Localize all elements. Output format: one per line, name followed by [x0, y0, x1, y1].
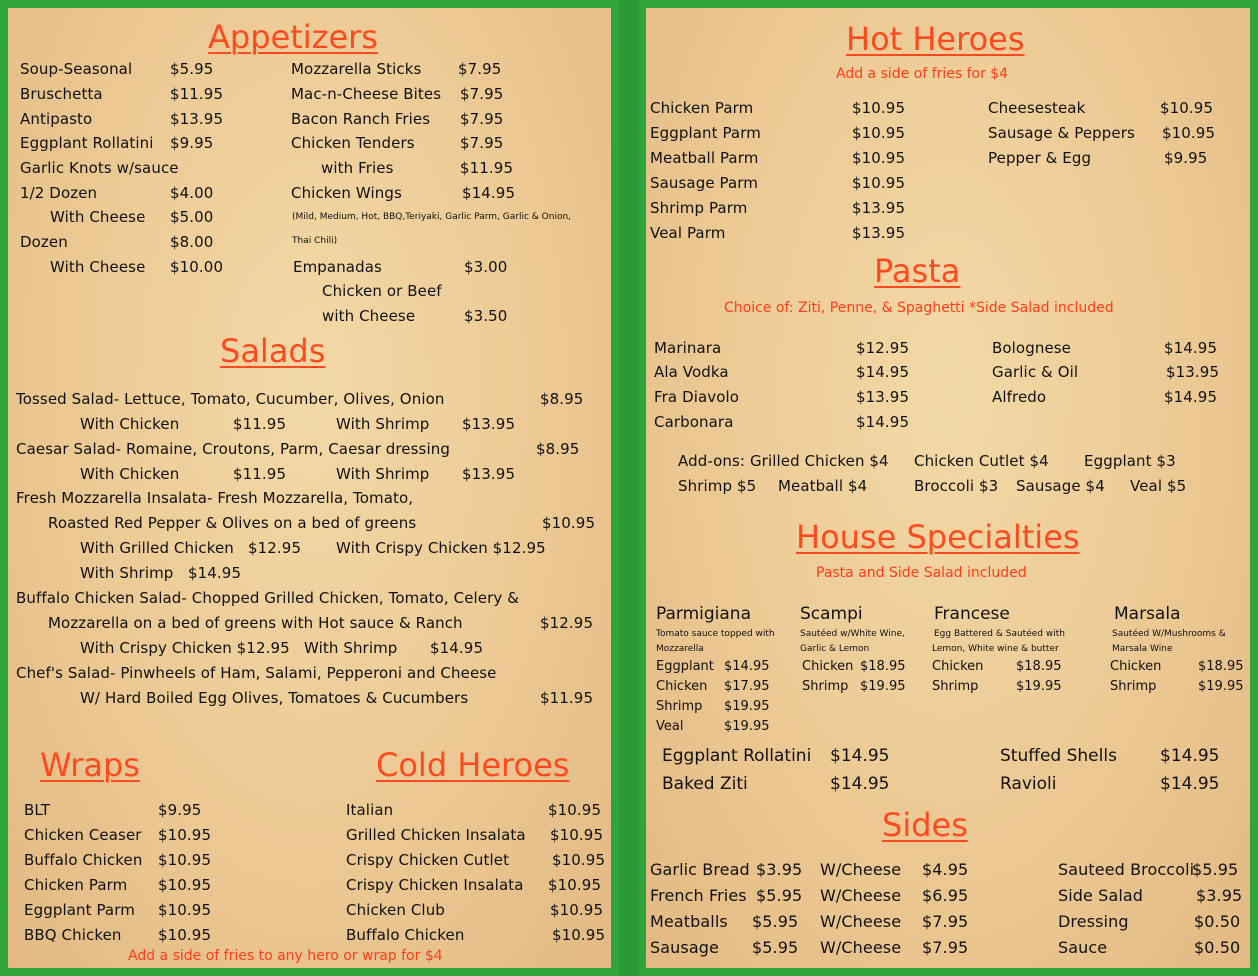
menu-item-price: $12.95	[856, 339, 910, 357]
menu-item-name: Marinara	[654, 339, 722, 357]
menu-item-price: $19.95	[1198, 679, 1244, 694]
salad-option: With Crispy Chicken $12.95	[80, 639, 290, 657]
menu-item-price: $8.95	[540, 390, 584, 408]
menu-item-price: $10.00	[170, 258, 224, 276]
menu-item-price: $11.95	[460, 159, 514, 177]
pasta-addon: Shrimp $5	[678, 477, 757, 495]
menu-item-price: $18.95	[860, 659, 906, 674]
menu-item-price: $10.95	[552, 926, 606, 944]
fries-footer-note: Add a side of fries to any hero or wrap for $4	[128, 948, 443, 964]
specialty-desc: Sautéed w/White Wine,	[800, 629, 905, 639]
wings-flavors-note: (Mild, Medium, Hot, BBQ,Teriyaki, Garlic Parm, Garlic & Onion,	[292, 212, 572, 222]
menu-item-name: Sauteed Broccoli	[1058, 860, 1195, 879]
menu-item-name: Bolognese	[992, 339, 1072, 357]
specialty-desc: Marsala Wine	[1112, 644, 1173, 654]
menu-item-price: $14.95	[724, 659, 770, 674]
menu-item-price: $10.95	[852, 99, 906, 117]
menu-item-price: $11.95	[540, 689, 594, 707]
menu-item-price: $14.95	[430, 639, 484, 657]
cheese-option: W/Cheese	[820, 912, 902, 931]
menu-item-name: Chicken Parm	[650, 99, 754, 117]
pasta-note: Choice of: Ziti, Penne, & Spaghetti *Side Salad included	[724, 300, 1114, 316]
menu-item-name: Chicken	[802, 659, 854, 674]
menu-item-price: $5.95	[170, 60, 214, 78]
menu-item-name: Sausage & Peppers	[988, 124, 1135, 142]
menu-item-name: Buffalo Chicken	[346, 926, 465, 944]
menu-item-price: $19.95	[724, 719, 770, 734]
menu-item-price: $13.95	[852, 199, 906, 217]
menu-item-price: $5.95	[752, 938, 799, 957]
specialty-desc: Sautéed W/Mushrooms &	[1112, 629, 1226, 639]
menu-item-price: $19.95	[724, 699, 770, 714]
menu-item-price: $11.95	[233, 465, 287, 483]
salad-option: With Shrimp	[80, 564, 174, 582]
menu-item-name: Soup-Seasonal	[20, 60, 133, 78]
menu-item-price: $10.95	[852, 149, 906, 167]
cheese-option: W/Cheese	[820, 886, 902, 905]
menu-item-price: $3.95	[1196, 886, 1243, 905]
specialty-desc: Lemon, White wine & butter	[932, 644, 1059, 654]
menu-item-name: Meatballs	[650, 912, 728, 931]
menu-item-name: Shrimp	[1110, 679, 1157, 694]
menu-item-name: Ravioli	[1000, 774, 1057, 794]
salad-option: With Shrimp	[304, 639, 398, 657]
salad-line: Roasted Red Pepper & Olives on a bed of greens	[48, 514, 417, 532]
menu-item-price: $4.95	[922, 860, 969, 879]
salad-line: Fresh Mozzarella Insalata- Fresh Mozzarella, Tomato,	[16, 489, 414, 507]
menu-item-name: Shrimp	[802, 679, 849, 694]
menu-item-name: Garlic Bread	[650, 860, 750, 879]
pasta-heading: Pasta	[874, 252, 961, 290]
menu-item-name: with Cheese	[322, 307, 416, 325]
cheese-option: W/Cheese	[820, 938, 902, 957]
menu-item-name: Crispy Chicken Cutlet	[346, 851, 510, 869]
menu-item-name: Garlic & Oil	[992, 363, 1079, 381]
menu-item-price: $0.50	[1194, 912, 1241, 931]
specialty-desc: Tomato sauce topped with	[656, 629, 775, 639]
menu-item-name: with Fries	[321, 159, 394, 177]
menu-item-price: $10.95	[158, 926, 212, 944]
menu-item-price: $10.95	[158, 876, 212, 894]
menu-item-name: Bruschetta	[20, 85, 103, 103]
menu-item-price: $18.95	[1198, 659, 1244, 674]
menu-item-name: Buffalo Chicken	[24, 851, 143, 869]
salad-line: Caesar Salad- Romaine, Croutons, Parm, Caesar dressing	[16, 440, 450, 458]
menu-item-name: Crispy Chicken Insalata	[346, 876, 524, 894]
specialty-title: Marsala	[1114, 604, 1181, 624]
menu-item-price: $7.95	[460, 134, 504, 152]
menu-item-price: $10.95	[542, 514, 596, 532]
pasta-addon: Broccoli $3	[914, 477, 999, 495]
menu-item-price: $14.95	[856, 413, 910, 431]
salad-line: Chef's Salad- Pinwheels of Ham, Salami, Pepperoni and Cheese	[16, 664, 497, 682]
menu-item-name: Chicken	[932, 659, 984, 674]
menu-item-name: Sausage	[650, 938, 719, 957]
menu-item-price: $14.95	[830, 746, 890, 766]
menu-item-name: French Fries	[650, 886, 747, 905]
menu-item-price: $7.95	[922, 912, 969, 931]
menu-item-price: $5.00	[170, 208, 214, 226]
menu-item-price: $3.50	[464, 307, 508, 325]
menu-item-name: Eggplant Rollatini	[20, 134, 154, 152]
menu-item-name: Fra Diavolo	[654, 388, 740, 406]
menu-item-price: $12.95	[540, 614, 594, 632]
pasta-addon: Veal $5	[1130, 477, 1187, 495]
menu-item-name: With Cheese	[50, 208, 146, 226]
menu-item-name: Eggplant Rollatini	[662, 746, 812, 766]
specialty-title: Parmigiana	[656, 604, 752, 624]
menu-item-price: $8.95	[536, 440, 580, 458]
menu-item-price: $7.95	[458, 60, 502, 78]
menu-item-price: $9.95	[158, 801, 202, 819]
specialty-title: Scampi	[800, 604, 863, 624]
menu-item-name: Veal	[656, 719, 684, 734]
menu-item-name: Veal Parm	[650, 224, 726, 242]
menu-item-name: Italian	[346, 801, 394, 819]
menu-item-name: Baked Ziti	[662, 774, 748, 794]
menu-item-name: Side Salad	[1058, 886, 1144, 905]
salad-option: With Grilled Chicken	[80, 539, 234, 557]
menu-item-name: Chicken Club	[346, 901, 445, 919]
menu-item-name: Grilled Chicken Insalata	[346, 826, 526, 844]
specialty-desc: Garlic & Lemon	[800, 644, 870, 654]
menu-item-name: Chicken or Beef	[322, 282, 442, 300]
pasta-addon: Add-ons: Grilled Chicken $4	[678, 452, 889, 470]
menu-item-name: Cheesesteak	[988, 99, 1086, 117]
menu-item-price: $8.00	[170, 233, 214, 251]
specialty-desc: Egg Battered & Sautéed with	[934, 629, 1065, 639]
menu-item-name: Mozzarella Sticks	[291, 60, 422, 78]
menu-item-price: $10.95	[158, 901, 212, 919]
menu-item-price: $14.95	[1164, 339, 1218, 357]
menu-item-name: Chicken Ceaser	[24, 826, 142, 844]
menu-item-price: $9.95	[170, 134, 214, 152]
menu-item-name: Bacon Ranch Fries	[291, 110, 431, 128]
left-menu-panel	[8, 8, 611, 968]
hot-heroes-heading: Hot Heroes	[846, 20, 1025, 58]
menu-item-price: $13.95	[856, 388, 910, 406]
specialty-desc: Mozzarella	[656, 644, 704, 654]
cold-heroes-heading: Cold Heroes	[376, 746, 570, 784]
menu-item-price: $13.95	[170, 110, 224, 128]
salad-option: With Chicken	[80, 415, 180, 433]
menu-item-price: $4.00	[170, 184, 214, 202]
menu-item-name: BLT	[24, 801, 51, 819]
wraps-heading: Wraps	[40, 746, 140, 784]
hot-heroes-note: Add a side of fries for $4	[836, 66, 1009, 82]
salad-option: With Shrimp	[336, 465, 430, 483]
salad-line: Mozzarella on a bed of greens with Hot sauce & Ranch	[48, 614, 463, 632]
menu-item-name: Eggplant Parm	[24, 901, 135, 919]
specialty-title: Francese	[934, 604, 1010, 624]
menu-item-price: $14.95	[462, 184, 516, 202]
menu-item-price: $14.95	[1160, 746, 1220, 766]
menu-item-name: Pepper & Egg	[988, 149, 1092, 167]
menu-item-price: $11.95	[170, 85, 224, 103]
menu-item-name: Shrimp Parm	[650, 199, 748, 217]
menu-item-price: $7.95	[460, 110, 504, 128]
menu-item-price: $13.95	[852, 224, 906, 242]
menu-item-price: $10.95	[1160, 99, 1214, 117]
menu-item-name: Chicken	[656, 679, 708, 694]
menu-item-name: Empanadas	[293, 258, 382, 276]
wings-flavors-note: Thai Chili)	[292, 236, 338, 246]
menu-item-price: $5.95	[756, 886, 803, 905]
salad-line: W/ Hard Boiled Egg Olives, Tomatoes & Cucumbers	[80, 689, 469, 707]
cheese-option: W/Cheese	[820, 860, 902, 879]
menu-item-price: $14.95	[1160, 774, 1220, 794]
menu-item-price: $10.95	[852, 124, 906, 142]
house-specialties-heading: House Specialties	[796, 518, 1080, 556]
menu-item-price: $0.50	[1194, 938, 1241, 957]
menu-item-price: $17.95	[724, 679, 770, 694]
menu-item-price: $10.95	[550, 901, 604, 919]
menu-item-name: Chicken Tenders	[291, 134, 415, 152]
menu-item-price: $10.95	[852, 174, 906, 192]
menu-item-name: BBQ Chicken	[24, 926, 122, 944]
menu-item-price: $7.95	[460, 85, 504, 103]
salad-line: Buffalo Chicken Salad- Chopped Grilled Chicken, Tomato, Celery &	[16, 589, 520, 607]
salad-option: With Crispy Chicken $12.95	[336, 539, 546, 557]
menu-item-price: $18.95	[1016, 659, 1062, 674]
menu-item-name: Shrimp	[932, 679, 979, 694]
menu-item-price: $9.95	[1164, 149, 1208, 167]
menu-item-price: $10.95	[158, 826, 212, 844]
menu-item-price: $14.95	[1164, 388, 1218, 406]
menu-item-price: $10.95	[552, 851, 606, 869]
menu-item-name: Mac-n-Cheese Bites	[291, 85, 442, 103]
appetizers-heading: Appetizers	[208, 18, 378, 56]
menu-item-name: Shrimp	[656, 699, 703, 714]
menu-item-price: $12.95	[248, 539, 302, 557]
menu-item-name: Alfredo	[992, 388, 1047, 406]
menu-item-name: Ala Vodka	[654, 363, 729, 381]
menu-item-price: $10.95	[158, 851, 212, 869]
pasta-addon: Chicken Cutlet $4	[914, 452, 1049, 470]
salad-option: With Chicken	[80, 465, 180, 483]
salads-heading: Salads	[220, 332, 326, 370]
menu-item-name: Eggplant	[656, 659, 714, 674]
menu-item-name: 1/2 Dozen	[20, 184, 98, 202]
menu-item-name: Stuffed Shells	[1000, 746, 1117, 766]
menu-item-name: Chicken Wings	[291, 184, 402, 202]
menu-item-price: $13.95	[1166, 363, 1220, 381]
menu-item-name: Carbonara	[654, 413, 734, 431]
sides-heading: Sides	[882, 806, 968, 844]
salad-line: Tossed Salad- Lettuce, Tomato, Cucumber, Olives, Onion	[16, 390, 445, 408]
menu-item-price: $6.95	[922, 886, 969, 905]
menu-item-price: $10.95	[550, 826, 604, 844]
menu-item-name: Dozen	[20, 233, 68, 251]
salad-option: With Shrimp	[336, 415, 430, 433]
menu-item-price: $14.95	[830, 774, 890, 794]
menu-item-price: $3.00	[464, 258, 508, 276]
menu-item-name: Chicken Parm	[24, 876, 128, 894]
menu-item-price: $13.95	[462, 415, 516, 433]
menu-item-name: Eggplant Parm	[650, 124, 761, 142]
menu-item-price: $5.95	[752, 912, 799, 931]
menu-item-price: $19.95	[1016, 679, 1062, 694]
menu-fold	[619, 0, 639, 976]
menu-item-price: $14.95	[856, 363, 910, 381]
menu-item-name: Sauce	[1058, 938, 1108, 957]
menu-item-name: Antipasto	[20, 110, 93, 128]
pasta-addon: Meatball $4	[778, 477, 868, 495]
pasta-addon: Eggplant $3	[1084, 452, 1176, 470]
right-menu-panel	[646, 8, 1250, 968]
menu-item-name: Meatball Parm	[650, 149, 759, 167]
menu-item-name: Dressing	[1058, 912, 1129, 931]
menu-item-price: $7.95	[922, 938, 969, 957]
menu-item-price: $10.95	[548, 801, 602, 819]
menu-item-price: $19.95	[860, 679, 906, 694]
menu-item-name: Chicken	[1110, 659, 1162, 674]
house-specialties-note: Pasta and Side Salad included	[816, 565, 1027, 581]
menu-item-price: $13.95	[462, 465, 516, 483]
menu-item-price: $5.95	[1192, 860, 1239, 879]
pasta-addon: Sausage $4	[1016, 477, 1105, 495]
menu-item-price: $11.95	[233, 415, 287, 433]
menu-item-price: $10.95	[548, 876, 602, 894]
menu-item-name: With Cheese	[50, 258, 146, 276]
menu-item-price: $3.95	[756, 860, 803, 879]
menu-item-price: $14.95	[188, 564, 242, 582]
menu-item-name: Sausage Parm	[650, 174, 759, 192]
menu-item-name: Garlic Knots w/sauce	[20, 159, 179, 177]
menu-item-price: $10.95	[1162, 124, 1216, 142]
